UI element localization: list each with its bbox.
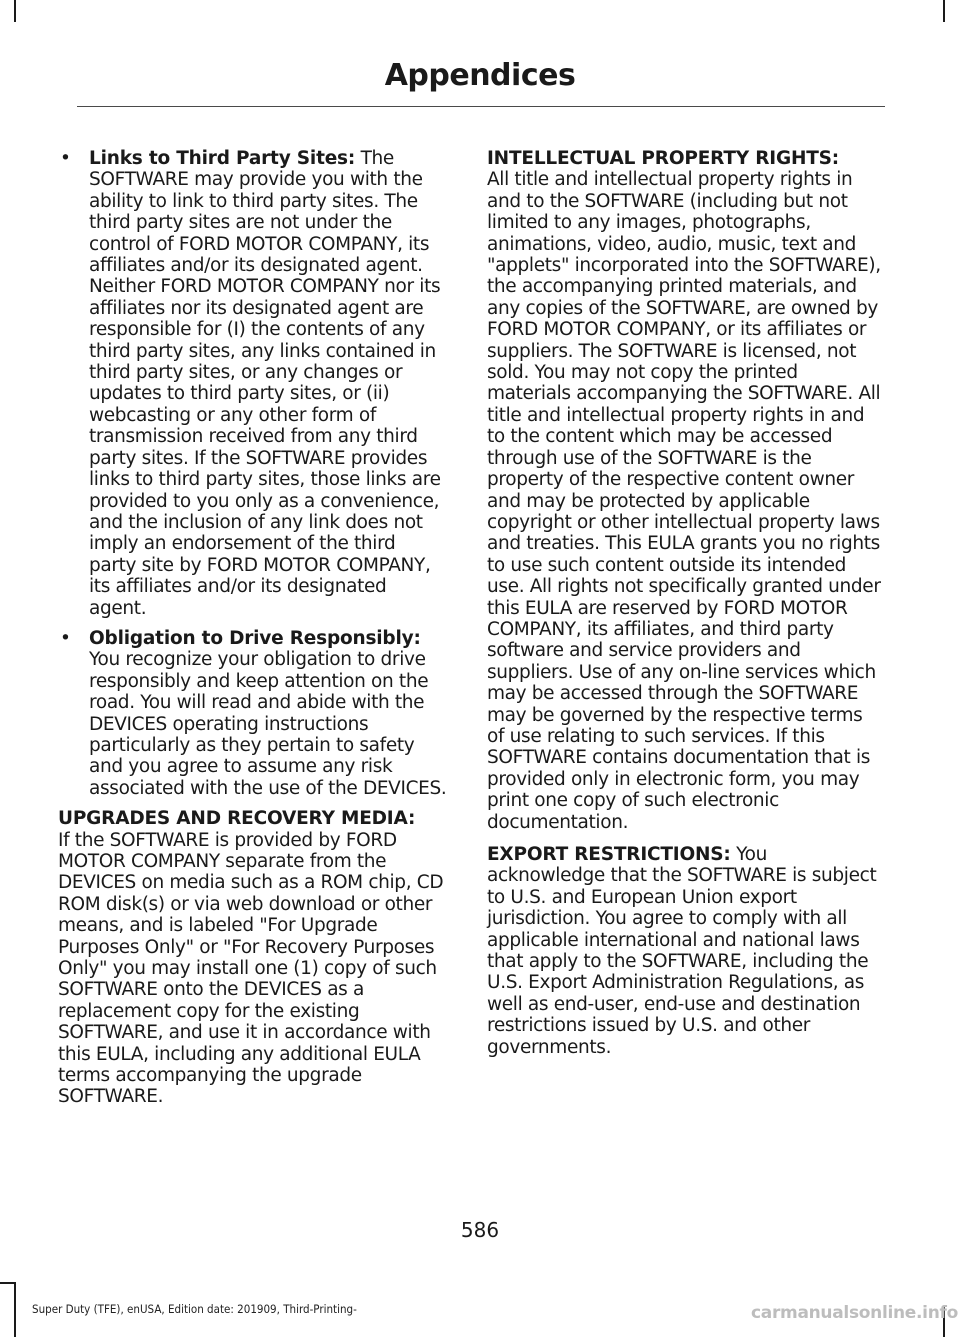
left-column [58, 148, 448, 1119]
crop-mark [943, 0, 945, 22]
export-section [487, 844, 882, 1058]
bullet-icon: • [60, 148, 71, 169]
bullet-text: You recognize your obligation to drive responsibly and keep attention on the road. You will read and abide with the DEVICES operating instructions particularly as they pertain to safety and you agree to assume any risk associated with the use of the DEVICES. [89, 649, 447, 799]
bullet-heading: Links to Third Party Sites: [89, 148, 356, 169]
crop-mark [14, 1282, 16, 1337]
footer-text: Super Duty (TFE), enUSA, Edition date: 201909, Third-Printing- [32, 1302, 357, 1316]
bullet-heading: Obligation to Drive Responsibly: [89, 627, 421, 649]
section-heading: UPGRADES AND RECOVERY MEDIA: [58, 808, 416, 830]
list-item [58, 628, 448, 799]
page-number: 586 [460, 1218, 500, 1242]
section-heading: INTELLECTUAL PROPERTY RIGHTS: [487, 148, 839, 169]
section-text: All title and intellectual property rights in and to the SOFTWARE (including but not limited to any images, photographs, animations, video, audio, music, text and "applets" incorporated into the SOFTWARE), the accompanying printed materials, and any copies of the SOFTWARE, are owned by FORD MOTOR COMPANY, or its affiliates or suppliers. The SOFTWARE is licensed, not sold. You may not copy the printed materials accompanying the SOFTWARE. All title and intellectual property rights in and to the content which may be accessed through use of the SOFTWARE is the property of the respective content owner and may be protected by applicable copyright or other intellectual property laws and treaties. This EULA grants you no rights to use such content outside its intended use. All rights not specifically granted under this EULA are reserved by FORD MOTOR COMPANY, its affiliates, and third party software and service providers and suppliers. Use of any on-line services which may be accessed through the SOFTWARE may be governed by the respective terms of use relating to such services. If this SOFTWARE contains documentation that is provided only in electronic form, you may print one copy of such electronic documentation. [487, 169, 881, 833]
list-item [58, 148, 448, 619]
crop-mark [0, 1282, 16, 1284]
bullet-icon: • [60, 627, 71, 649]
right-column [487, 148, 882, 1069]
header-divider [77, 106, 885, 107]
section-text: You acknowledge that the SOFTWARE is subject to U.S. and European Union export jurisdiction. You agree to comply with all applicable international and national laws that apply to the SOFTWARE, including the U.S. Export Administration Regulations, as well as end-user, end-use and destination restrictions issued by U.S. and other governments. [487, 844, 877, 1058]
watermark: carmanualsonline.info [751, 1303, 958, 1323]
upgrades-section [58, 808, 448, 1108]
ip-rights-section [487, 148, 882, 833]
crop-mark [14, 0, 16, 22]
section-heading: EXPORT RESTRICTIONS: [487, 844, 731, 865]
page-title: Appendices [384, 58, 576, 93]
bullet-text: The SOFTWARE may provide you with the ability to link to third party sites. The third party sites are not under the control of FORD MOTOR COMPANY, its affiliates and/or its designated agent. Neither FORD MOTOR COMPANY nor its affiliates nor its designated agent are responsible for (I) the contents of any third party sites, any links contained in third party sites, or any changes or updates to third party sites, or (ii) webcasting or any other form of transmission received from any third party sites. If the SOFTWARE provides links to third party sites, those links are provided to you only as a convenience, and the inclusion of any link does not imply an endorsement of the third party site by FORD MOTOR COMPANY, its affiliates and/or its designated agent. [89, 148, 441, 619]
section-text: If the SOFTWARE is provided by FORD MOTOR COMPANY separate from the DEVICES on media such as a ROM chip, CD ROM disk(s) or via web download or other means, and is labeled "For Upgrade Purposes Only" or "For Recovery Purposes Only" you may install one (1) copy of such SOFTWARE onto the DEVICES as a replacement copy for the existing SOFTWARE, and use it in accordance with this EULA, including any additional EULA terms accompanying the upgrade SOFTWARE. [58, 829, 444, 1108]
